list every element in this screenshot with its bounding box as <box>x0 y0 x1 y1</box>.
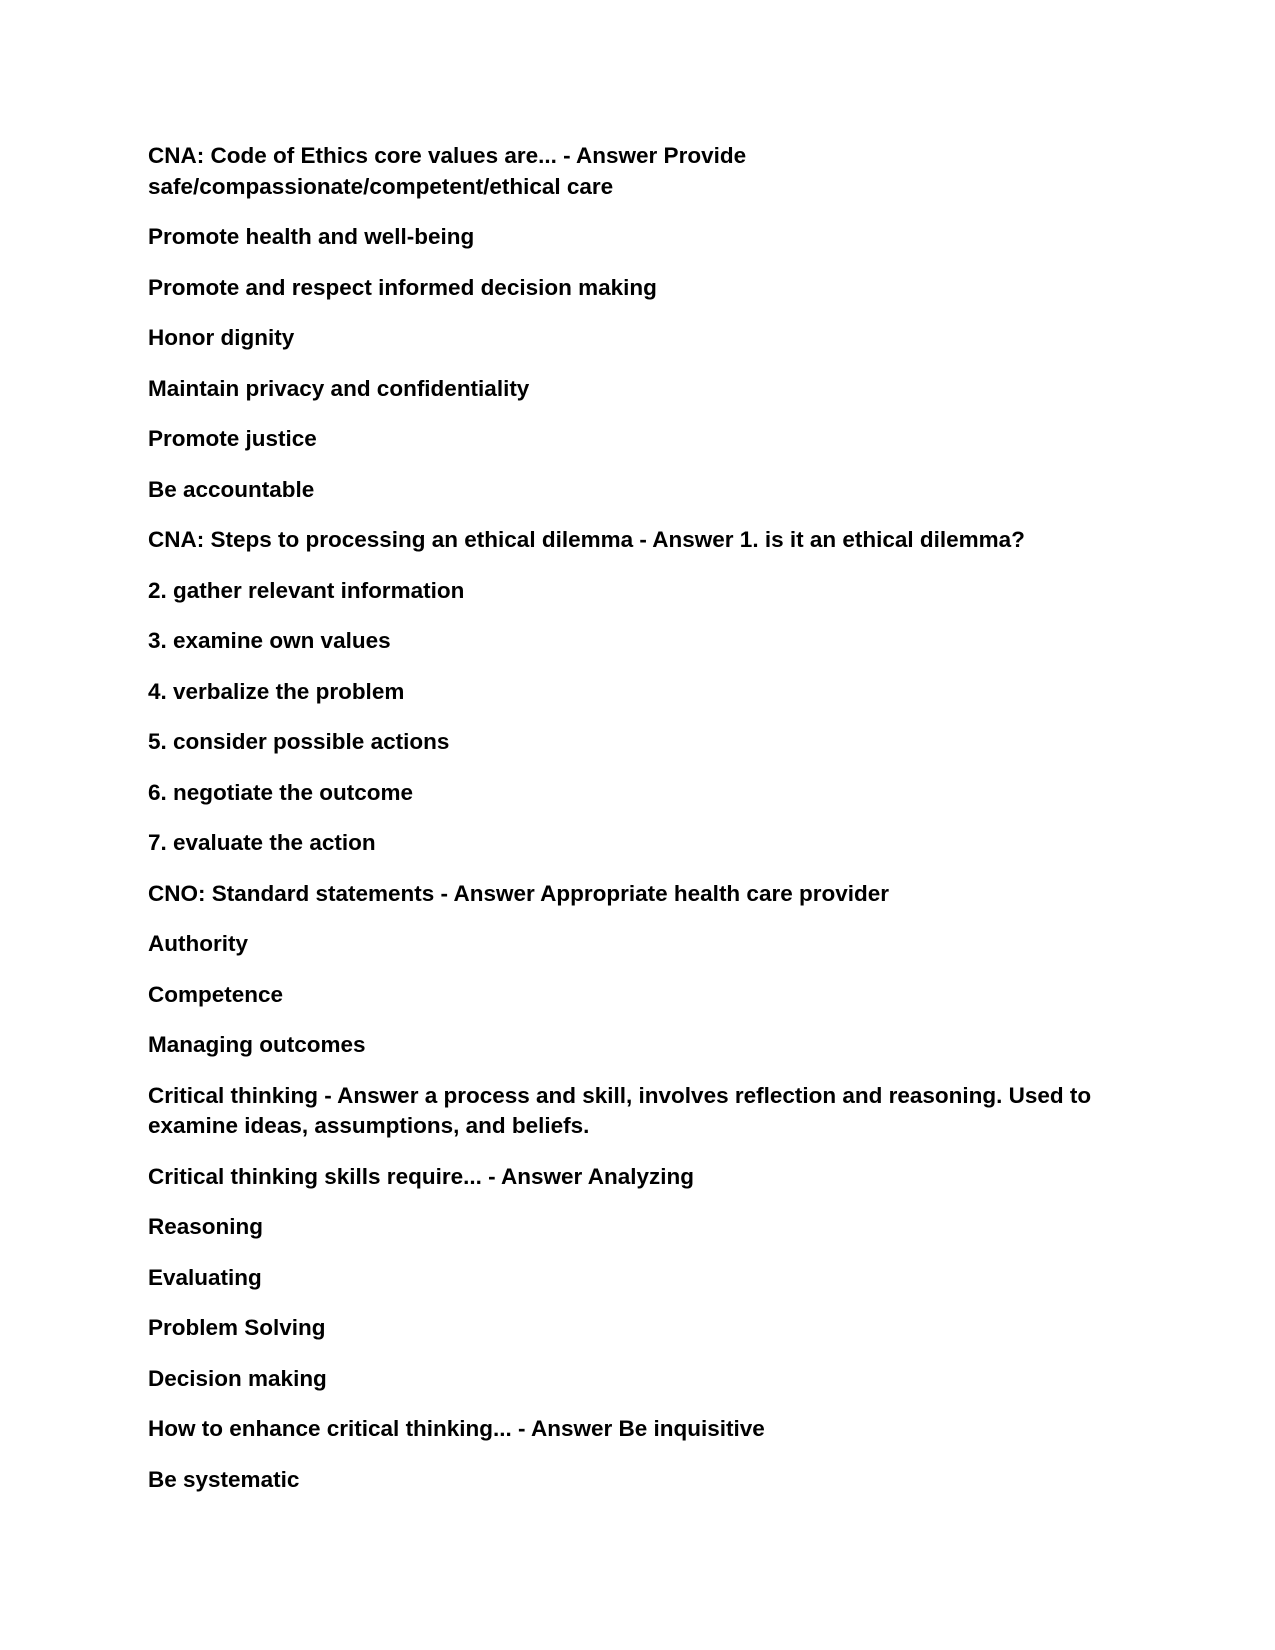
flashcard-question-code-of-ethics: CNA: Code of Ethics core values are... - Answer Provide safe/compassionate/competent/ethical care <box>148 143 747 199</box>
list-item: Promote health and well-being <box>148 224 475 249</box>
list-item: Authority <box>148 931 248 956</box>
list-item: 6. negotiate the outcome <box>148 779 414 805</box>
flashcard-question-enhance-critical-thinking: How to enhance critical thinking... - Answer Be inquisitive <box>148 1416 765 1441</box>
list-item: Problem Solving <box>148 1315 326 1340</box>
document-body <box>148 141 1138 1515</box>
list-item: Be accountable <box>148 476 315 502</box>
flashcard-question-cno-standards: CNO: Standard statements - Answer Appropriate health care provider <box>148 880 889 906</box>
list-item: 4. verbalize the problem <box>148 678 405 704</box>
list-item: Promote justice <box>148 426 317 451</box>
list-item: 2. gather relevant information <box>148 577 465 603</box>
list-item: Promote and respect informed decision making <box>148 274 657 300</box>
flashcard-question-critical-thinking-skills: Critical thinking skills require... - Answer Analyzing <box>148 1163 694 1189</box>
list-item: Managing outcomes <box>148 1032 366 1057</box>
flashcard-question-critical-thinking: Critical thinking - Answer a process and skill, involves reflection and reasoning. Used to examine ideas, assumptions, and beliefs. <box>148 1082 1092 1138</box>
list-item: 3. examine own values <box>148 628 391 653</box>
list-item: 7. evaluate the action <box>148 830 376 855</box>
list-item: Decision making <box>148 1365 327 1391</box>
list-item: Evaluating <box>148 1264 262 1290</box>
list-item: Honor dignity <box>148 325 295 350</box>
list-item: Competence <box>148 981 284 1007</box>
flashcard-question-ethical-dilemma: CNA: Steps to processing an ethical dilemma - Answer 1. is it an ethical dilemma? <box>148 527 1025 552</box>
list-item: Reasoning <box>148 1214 264 1239</box>
list-item: Be systematic <box>148 1466 300 1492</box>
list-item: 5. consider possible actions <box>148 729 450 754</box>
list-item: Maintain privacy and confidentiality <box>148 375 530 401</box>
